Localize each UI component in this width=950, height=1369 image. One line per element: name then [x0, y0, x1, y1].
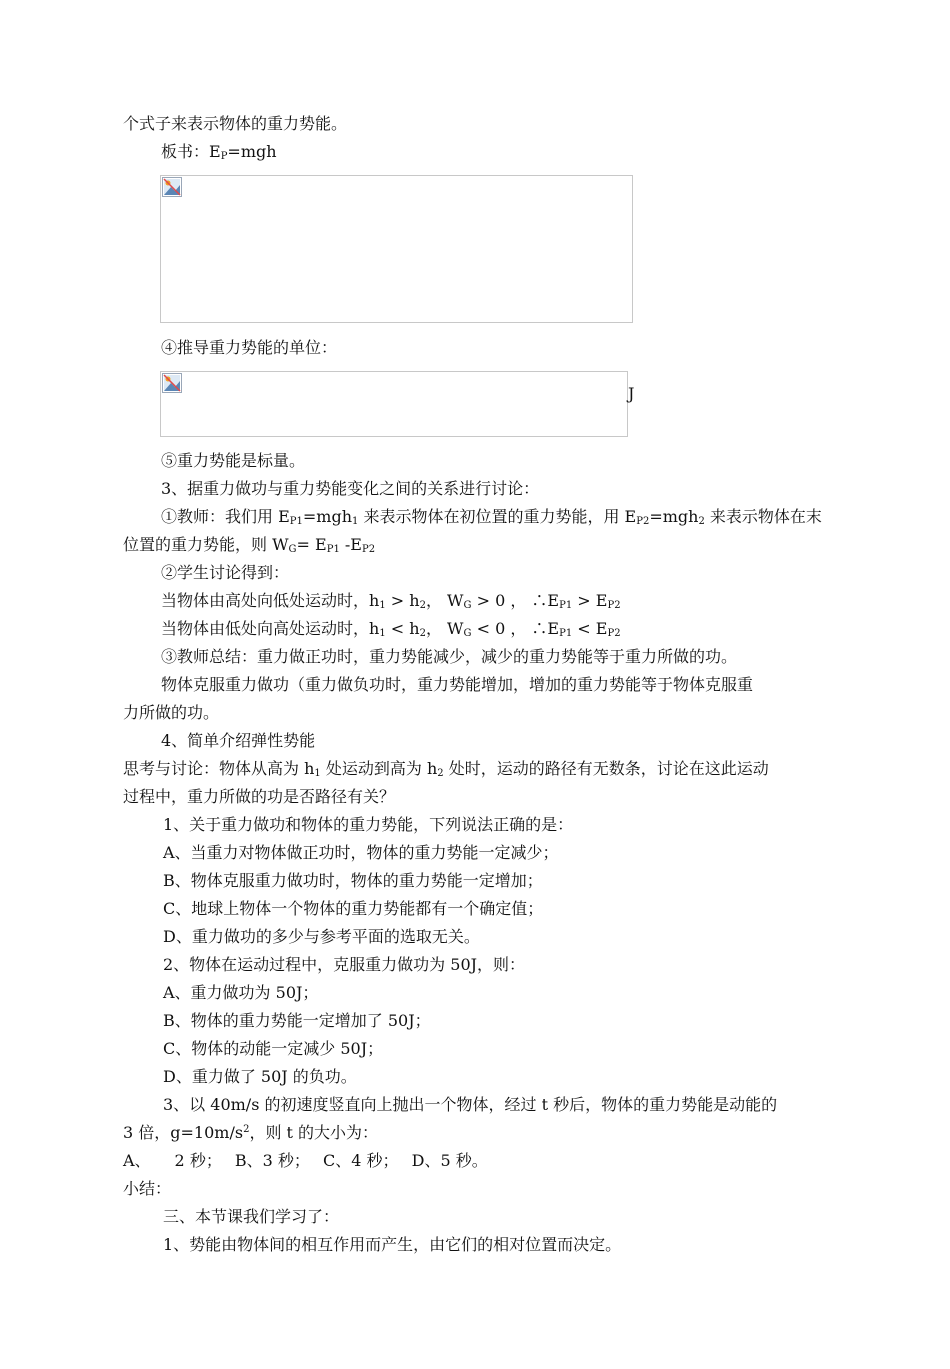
- text-line: 当物体由低处向高处运动时，$h_1 < h_2$， $W_G < 0$ ， $\therefore E_{P1} < E_{P2}$: [161, 619, 621, 639]
- image-placeholder: [160, 371, 628, 437]
- question: 3、以 40m/s 的初速度竖直向上抛出一个物体，经过 t 秒后，物体的重力势能是动能的: [163, 1095, 778, 1114]
- question: 2、物体在运动过程中，克服重力做功为 50J，则：: [163, 955, 526, 974]
- options-row: A、 2 秒； B、3 秒； C、4 秒； D、5 秒。: [123, 1151, 488, 1170]
- option: C、地球上物体一个物体的重力势能都有一个确定值；: [163, 899, 544, 918]
- text-line: 个式子来表示物体的重力势能。: [123, 114, 348, 133]
- text-line: ①教师：我们用 $E_{P1}=mgh_1$ 来表示物体在初位置的重力势能，用 $E_{P2}=mgh_2$ 来表示物体在末: [161, 507, 822, 527]
- option: D、重力做功的多少与参考平面的选取无关。: [163, 927, 480, 946]
- text-line: 物体克服重力做功（重力做负功时，重力势能增加，增加的重力势能等于物体克服重: [161, 675, 754, 694]
- text-line: 力所做的功。: [123, 703, 220, 722]
- text-line: ②学生讨论得到：: [161, 563, 290, 582]
- option: A、当重力对物体做正功时，物体的重力势能一定减少；: [163, 843, 559, 862]
- text-line: 3 倍，$g=10m/s^2$，则 t 的大小为：: [123, 1123, 379, 1142]
- broken-image-icon: [162, 177, 182, 197]
- broken-image-icon: [162, 373, 182, 393]
- section-heading: 3、据重力做功与重力势能变化之间的关系进行讨论：: [161, 479, 540, 498]
- question: 1、关于重力做功和物体的重力势能，下列说法正确的是：: [163, 815, 574, 834]
- option: A、重力做功为 50J；: [163, 983, 319, 1002]
- option: D、重力做了 50J 的负功。: [163, 1067, 357, 1086]
- text-line: 1、势能由物体间的相互作用而产生，由它们的相对位置而决定。: [163, 1235, 622, 1254]
- text-line: 位置的重力势能，则 $W_G= E_{P1}$ $-E_{P2}$: [123, 535, 376, 555]
- text-line: ⑤重力势能是标量。: [161, 451, 306, 470]
- text-line: ④推导重力势能的单位：: [161, 338, 338, 357]
- text-line: ③教师总结：重力做正功时，重力势能减少，减少的重力势能等于重力所做的功。: [161, 647, 738, 666]
- text-line: 当物体由高处向低处运动时，$h_1 > h_2$， $W_G > 0$ ， $\therefore E_{P1} > E_{P2}$: [161, 591, 621, 611]
- section-heading: 三、本节课我们学习了：: [163, 1207, 340, 1226]
- option: B、物体克服重力做功时，物体的重力势能一定增加；: [163, 871, 543, 890]
- text-line: 思考与讨论：物体从高为 $h_1$ 处运动到高为 $h_2$ 处时，运动的路径有无数条，讨论在这此运动: [123, 759, 769, 779]
- unit-answer: J: [628, 384, 635, 403]
- board-formula: 板书：$E_P=mgh$: [161, 142, 277, 162]
- summary-label: 小结：: [123, 1179, 172, 1198]
- text-line: 过程中，重力所做的功是否路径有关？: [123, 787, 396, 806]
- option: C、物体的动能一定减少 50J；: [163, 1039, 384, 1058]
- image-placeholder: [160, 175, 633, 323]
- option: B、物体的重力势能一定增加了 50J；: [163, 1011, 431, 1030]
- section-heading: 4、简单介绍弹性势能: [161, 731, 316, 750]
